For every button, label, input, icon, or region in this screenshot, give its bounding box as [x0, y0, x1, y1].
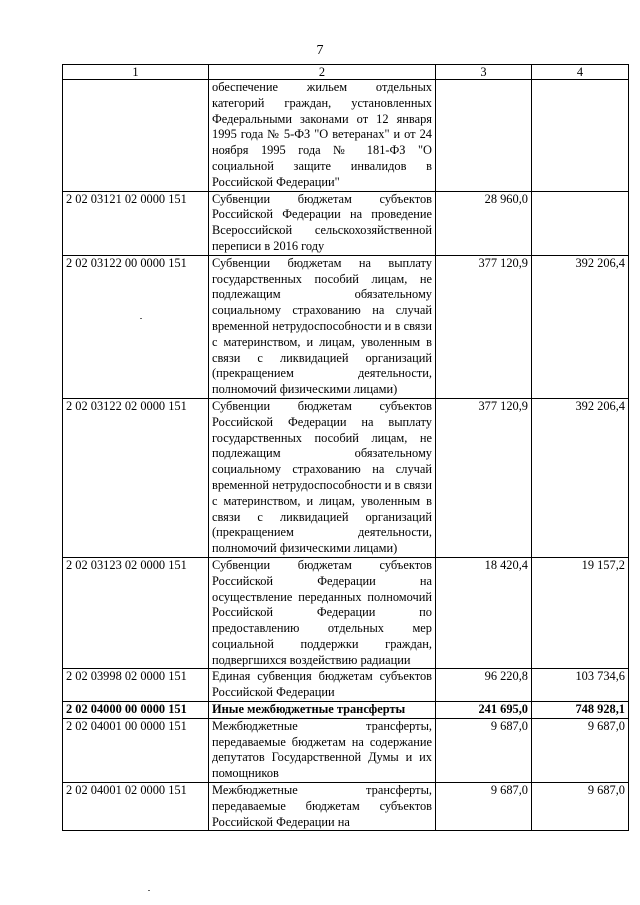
item-description: Субвенции бюджетам субъектов Российской Федерации на выплату государственных пособий лицам, не подлежащим обязательному социальному страхованию на случай временной нетрудоспособности и в связи с материнством, и лицам, уволенным в связи с ликвидацией организаций (прекращением деятельности, полномочий физическими лицами) [209, 398, 436, 557]
table-row [63, 255, 629, 398]
amount-col3: 96 220,8 [436, 669, 532, 702]
table-row [63, 669, 629, 702]
amount-col3: 377 120,9 [436, 255, 532, 398]
item-description: Субвенции бюджетам субъектов Российской Федерации на проведение Всероссийской сельскохозяйственной переписи в 2016 году [209, 191, 436, 255]
amount-col3: 9 687,0 [436, 718, 532, 782]
amount-col4 [532, 191, 629, 255]
amount-col4: 19 157,2 [532, 557, 629, 669]
item-description: Межбюджетные трансферты, передаваемые бюджетам на содержание депутатов Государственной Думы и их помощников [209, 718, 436, 782]
budget-code: 2 02 03998 02 0000 151 [63, 669, 209, 702]
amount-col4: 392 206,4 [532, 255, 629, 398]
table-row [63, 191, 629, 255]
column-header-1: 1 [63, 65, 209, 80]
table-row [63, 783, 629, 831]
amount-col4: 9 687,0 [532, 718, 629, 782]
column-header-3: 3 [436, 65, 532, 80]
budget-code: 2 02 04001 02 0000 151 [63, 783, 209, 831]
amount-col4: 103 734,6 [532, 669, 629, 702]
budget-code [63, 80, 209, 192]
table-row [63, 718, 629, 782]
table-row [63, 80, 629, 192]
table-row [63, 557, 629, 669]
column-header-2: 2 [209, 65, 436, 80]
amount-col4 [532, 80, 629, 192]
item-description: обеспечение жильем отдельных категорий граждан, установленных Федеральными законами от 12 января 1995 года № 5-ФЗ "О ветеранах" и от 24 ноября 1995 года № 181-ФЗ "О социальной защите инвалидов в Российской Федерации" [209, 80, 436, 192]
budget-code: 2 02 03122 02 0000 151 [63, 398, 209, 557]
budget-code: 2 02 03123 02 0000 151 [63, 557, 209, 669]
table-row [63, 398, 629, 557]
scan-artifact [148, 890, 150, 891]
amount-col3: 377 120,9 [436, 398, 532, 557]
amount-col3: 241 695,0 [436, 702, 532, 719]
item-description: Субвенции бюджетам на выплату государственных пособий лицам, не подлежащим обязательному социальному страхованию на случай временной нетрудоспособности и в связи с материнством, и лицам, уволенным в связи с ликвидацией организаций (прекращением деятельности, полномочий физическими лицами) [209, 255, 436, 398]
amount-col3: 9 687,0 [436, 783, 532, 831]
table-row-subtotal [63, 702, 629, 719]
amount-col4: 748 928,1 [532, 702, 629, 719]
table-header-row [63, 65, 629, 80]
page-number: 7 [316, 43, 324, 58]
amount-col4: 9 687,0 [532, 783, 629, 831]
item-description: Субвенции бюджетам субъектов Российской Федерации на осуществление переданных полномочий Российской Федерации по предоставлению отдельных мер социальной поддержки граждан, подвергшихся воздействию радиации [209, 557, 436, 669]
amount-col3: 28 960,0 [436, 191, 532, 255]
budget-code: 2 02 04001 00 0000 151 [63, 718, 209, 782]
item-description: Межбюджетные трансферты, передаваемые бюджетам субъектов Российской Федерации на [209, 783, 436, 831]
budget-table [62, 64, 629, 831]
amount-col4: 392 206,4 [532, 398, 629, 557]
column-header-4: 4 [532, 65, 629, 80]
amount-col3 [436, 80, 532, 192]
item-description: Иные межбюджетные трансферты [209, 702, 436, 719]
item-description: Единая субвенция бюджетам субъектов Российской Федерации [209, 669, 436, 702]
budget-code: 2 02 03122 00 0000 151 [63, 255, 209, 398]
budget-code: 2 02 03121 02 0000 151 [63, 191, 209, 255]
amount-col3: 18 420,4 [436, 557, 532, 669]
budget-code: 2 02 04000 00 0000 151 [63, 702, 209, 719]
scan-artifact [140, 318, 142, 319]
